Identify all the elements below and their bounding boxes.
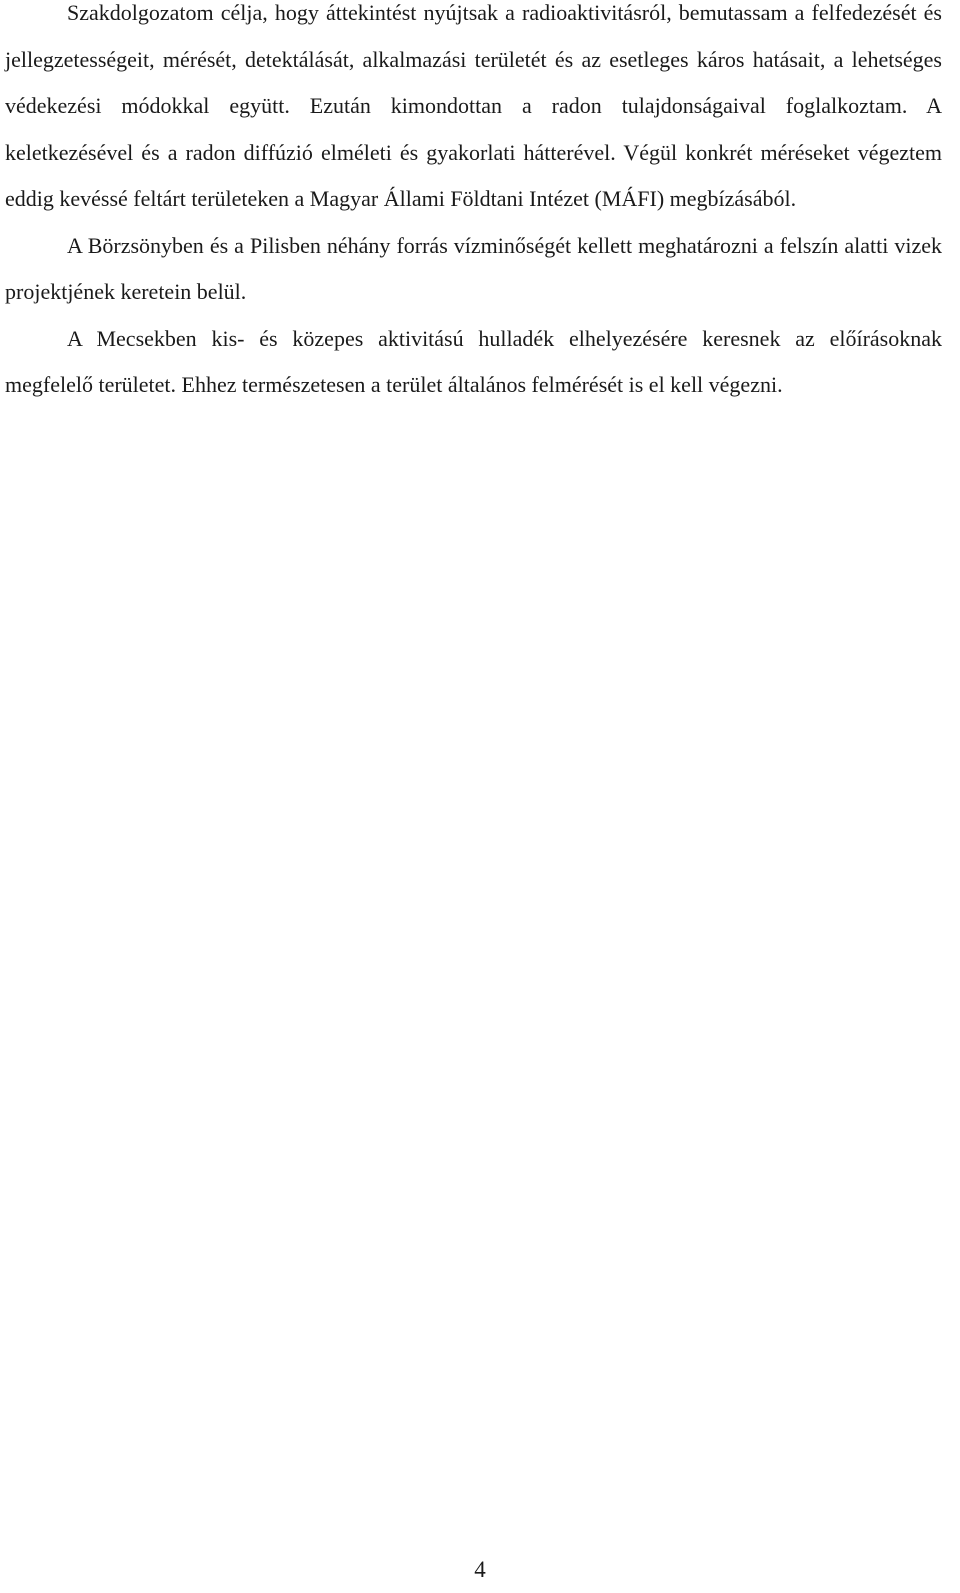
page-number: 4 <box>474 1557 486 1582</box>
paragraph-mecsek: A Mecsekben kis- és közepes aktivitású hulladék elhelyezésére keresnek az előírásoknak megfelelő területet. Ehhez természetesen a terület általános felmérését is el kell végezni. <box>5 325 942 397</box>
paragraph-intro: Szakdolgozatom célja, hogy áttekintést nyújtsak a radioaktivitásról, bemutassam a felfedezését és jellegzetességeit, mérését, detektálását, alkalmazási területét és az esetleges káros hatásait, a lehetséges védekezési módokkal együtt. Ezután kimondottan a radon tulajdonságaival foglalkoztam. A keletkezésével és a radon diffúzió elméleti és gyakorlati hátterével. Végül konkrét méréseket végeztem eddig kevéssé feltárt területeken a Magyar Állami Földtani Intézet (MÁFI) megbízásából. <box>5 0 942 211</box>
paragraph-borzsony: A Börzsönyben és a Pilisben néhány forrás vízminőségét kellett meghatározni a felszín alatti vizek projektjének keretein belül. <box>5 232 942 304</box>
body-text <box>5 0 942 409</box>
